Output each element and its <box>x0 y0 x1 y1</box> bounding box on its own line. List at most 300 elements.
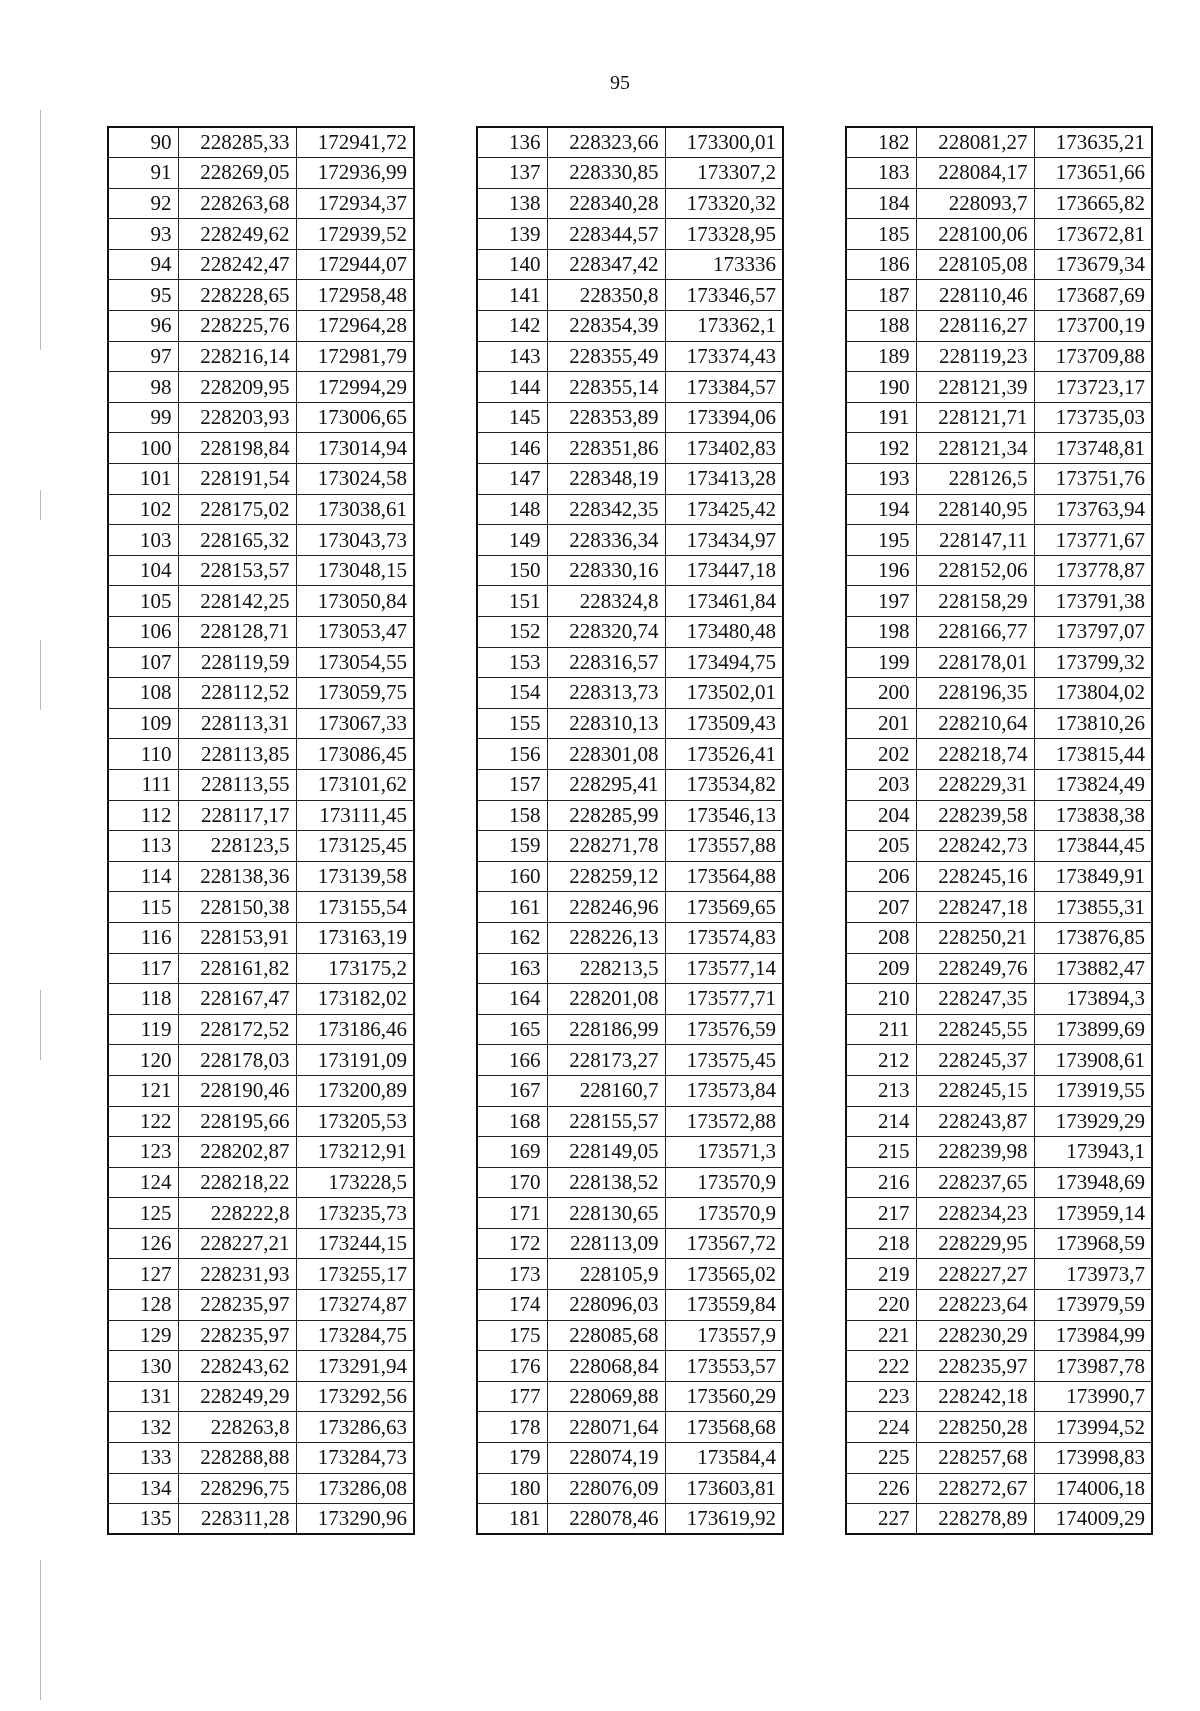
x-coordinate-cell: 228355,14 <box>547 372 665 403</box>
table-row <box>108 861 414 892</box>
point-number-cell: 102 <box>108 494 178 525</box>
y-coordinate-cell: 173778,87 <box>1034 555 1152 586</box>
x-coordinate-cell: 228311,28 <box>178 1504 296 1535</box>
x-coordinate-cell: 228231,93 <box>178 1259 296 1290</box>
y-coordinate-cell: 173053,47 <box>296 617 414 648</box>
x-coordinate-cell: 228191,54 <box>178 464 296 495</box>
y-coordinate-cell: 173603,81 <box>665 1473 783 1504</box>
y-coordinate-cell: 173849,91 <box>1034 861 1152 892</box>
x-coordinate-cell: 228074,19 <box>547 1443 665 1474</box>
x-coordinate-cell: 228175,02 <box>178 494 296 525</box>
table-row <box>846 1412 1152 1443</box>
point-number-cell: 153 <box>477 647 547 678</box>
y-coordinate-cell: 173502,01 <box>665 678 783 709</box>
x-coordinate-cell: 228263,8 <box>178 1412 296 1443</box>
table-row <box>108 525 414 556</box>
y-coordinate-cell: 173307,2 <box>665 158 783 189</box>
point-number-cell: 167 <box>477 1075 547 1106</box>
y-coordinate-cell: 173043,73 <box>296 525 414 556</box>
scan-margin-line <box>40 110 41 350</box>
x-coordinate-cell: 228096,03 <box>547 1290 665 1321</box>
table-row <box>108 831 414 862</box>
y-coordinate-cell: 173994,52 <box>1034 1412 1152 1443</box>
y-coordinate-cell: 173810,26 <box>1034 708 1152 739</box>
point-number-cell: 188 <box>846 311 916 342</box>
table-row <box>846 1045 1152 1076</box>
y-coordinate-cell: 173748,81 <box>1034 433 1152 464</box>
x-coordinate-cell: 228350,8 <box>547 280 665 311</box>
table-row <box>477 1014 783 1045</box>
y-coordinate-cell: 173959,14 <box>1034 1198 1152 1229</box>
table-row <box>477 647 783 678</box>
coordinates-table-1 <box>107 126 415 1535</box>
y-coordinate-cell: 173651,66 <box>1034 158 1152 189</box>
y-coordinate-cell: 173284,75 <box>296 1320 414 1351</box>
table-row <box>108 1320 414 1351</box>
y-coordinate-cell: 173274,87 <box>296 1290 414 1321</box>
table-row <box>108 1137 414 1168</box>
table-row <box>846 402 1152 433</box>
point-number-cell: 174 <box>477 1290 547 1321</box>
point-number-cell: 213 <box>846 1075 916 1106</box>
point-number-cell: 176 <box>477 1351 547 1382</box>
x-coordinate-cell: 228121,39 <box>916 372 1034 403</box>
y-coordinate-cell: 173494,75 <box>665 647 783 678</box>
y-coordinate-cell: 173576,59 <box>665 1014 783 1045</box>
x-coordinate-cell: 228113,09 <box>547 1228 665 1259</box>
y-coordinate-cell: 173191,09 <box>296 1045 414 1076</box>
table-row <box>846 1351 1152 1382</box>
y-coordinate-cell: 173751,76 <box>1034 464 1152 495</box>
point-number-cell: 139 <box>477 219 547 250</box>
x-coordinate-cell: 228234,23 <box>916 1198 1034 1229</box>
point-number-cell: 135 <box>108 1504 178 1535</box>
y-coordinate-cell: 173480,48 <box>665 617 783 648</box>
x-coordinate-cell: 228354,39 <box>547 311 665 342</box>
y-coordinate-cell: 173564,88 <box>665 861 783 892</box>
table-row <box>477 341 783 372</box>
table-row <box>477 464 783 495</box>
y-coordinate-cell: 173024,58 <box>296 464 414 495</box>
table-row <box>477 586 783 617</box>
x-coordinate-cell: 228285,99 <box>547 800 665 831</box>
point-number-cell: 92 <box>108 188 178 219</box>
point-number-cell: 115 <box>108 892 178 923</box>
x-coordinate-cell: 228203,93 <box>178 402 296 433</box>
table-row <box>846 1198 1152 1229</box>
point-number-cell: 197 <box>846 586 916 617</box>
y-coordinate-cell: 173014,94 <box>296 433 414 464</box>
table-row <box>108 464 414 495</box>
point-number-cell: 207 <box>846 892 916 923</box>
x-coordinate-cell: 228295,41 <box>547 769 665 800</box>
table-row <box>108 1473 414 1504</box>
x-coordinate-cell: 228202,87 <box>178 1137 296 1168</box>
table-row <box>846 1381 1152 1412</box>
point-number-cell: 163 <box>477 953 547 984</box>
x-coordinate-cell: 228243,87 <box>916 1106 1034 1137</box>
y-coordinate-cell: 173292,56 <box>296 1381 414 1412</box>
y-coordinate-cell: 172936,99 <box>296 158 414 189</box>
x-coordinate-cell: 228239,98 <box>916 1137 1034 1168</box>
y-coordinate-cell: 173155,54 <box>296 892 414 923</box>
point-number-cell: 195 <box>846 525 916 556</box>
table-row <box>846 922 1152 953</box>
y-coordinate-cell: 173687,69 <box>1034 280 1152 311</box>
point-number-cell: 202 <box>846 739 916 770</box>
y-coordinate-cell: 173284,73 <box>296 1443 414 1474</box>
point-number-cell: 177 <box>477 1381 547 1412</box>
table-row <box>108 1412 414 1443</box>
point-number-cell: 179 <box>477 1443 547 1474</box>
x-coordinate-cell: 228172,52 <box>178 1014 296 1045</box>
x-coordinate-cell: 228245,37 <box>916 1045 1034 1076</box>
x-coordinate-cell: 228150,38 <box>178 892 296 923</box>
y-coordinate-cell: 174006,18 <box>1034 1473 1152 1504</box>
point-number-cell: 192 <box>846 433 916 464</box>
x-coordinate-cell: 228310,13 <box>547 708 665 739</box>
y-coordinate-cell: 173929,29 <box>1034 1106 1152 1137</box>
point-number-cell: 91 <box>108 158 178 189</box>
point-number-cell: 219 <box>846 1259 916 1290</box>
table-row <box>846 433 1152 464</box>
x-coordinate-cell: 228152,06 <box>916 555 1034 586</box>
x-coordinate-cell: 228138,52 <box>547 1167 665 1198</box>
y-coordinate-cell: 173101,62 <box>296 769 414 800</box>
y-coordinate-cell: 173384,57 <box>665 372 783 403</box>
y-coordinate-cell: 173125,45 <box>296 831 414 862</box>
point-number-cell: 133 <box>108 1443 178 1474</box>
y-coordinate-cell: 173067,33 <box>296 708 414 739</box>
x-coordinate-cell: 228149,05 <box>547 1137 665 1168</box>
y-coordinate-cell: 173434,97 <box>665 525 783 556</box>
table-row <box>846 127 1152 158</box>
x-coordinate-cell: 228216,14 <box>178 341 296 372</box>
y-coordinate-cell: 173908,61 <box>1034 1045 1152 1076</box>
y-coordinate-cell: 173899,69 <box>1034 1014 1152 1045</box>
y-coordinate-cell: 173182,02 <box>296 984 414 1015</box>
x-coordinate-cell: 228112,52 <box>178 678 296 709</box>
table-row <box>846 586 1152 617</box>
x-coordinate-cell: 228113,85 <box>178 739 296 770</box>
x-coordinate-cell: 228126,5 <box>916 464 1034 495</box>
y-coordinate-cell: 172964,28 <box>296 311 414 342</box>
x-coordinate-cell: 228250,28 <box>916 1412 1034 1443</box>
point-number-cell: 90 <box>108 127 178 158</box>
point-number-cell: 104 <box>108 555 178 586</box>
point-number-cell: 120 <box>108 1045 178 1076</box>
point-number-cell: 108 <box>108 678 178 709</box>
x-coordinate-cell: 228142,25 <box>178 586 296 617</box>
x-coordinate-cell: 228068,84 <box>547 1351 665 1382</box>
point-number-cell: 110 <box>108 739 178 770</box>
y-coordinate-cell: 172958,48 <box>296 280 414 311</box>
y-coordinate-cell: 173212,91 <box>296 1137 414 1168</box>
table-row <box>846 188 1152 219</box>
x-coordinate-cell: 228235,97 <box>178 1320 296 1351</box>
point-number-cell: 185 <box>846 219 916 250</box>
scan-margin-line <box>40 1560 41 1700</box>
point-number-cell: 117 <box>108 953 178 984</box>
point-number-cell: 206 <box>846 861 916 892</box>
y-coordinate-cell: 173425,42 <box>665 494 783 525</box>
table-row <box>477 188 783 219</box>
point-number-cell: 141 <box>477 280 547 311</box>
x-coordinate-cell: 228250,21 <box>916 922 1034 953</box>
point-number-cell: 158 <box>477 800 547 831</box>
table-row <box>477 249 783 280</box>
point-number-cell: 173 <box>477 1259 547 1290</box>
point-number-cell: 121 <box>108 1075 178 1106</box>
y-coordinate-cell: 173038,61 <box>296 494 414 525</box>
x-coordinate-cell: 228069,88 <box>547 1381 665 1412</box>
table-row <box>108 158 414 189</box>
point-number-cell: 225 <box>846 1443 916 1474</box>
point-number-cell: 151 <box>477 586 547 617</box>
point-number-cell: 144 <box>477 372 547 403</box>
x-coordinate-cell: 228209,95 <box>178 372 296 403</box>
point-number-cell: 172 <box>477 1228 547 1259</box>
point-number-cell: 116 <box>108 922 178 953</box>
table-row <box>477 953 783 984</box>
point-number-cell: 111 <box>108 769 178 800</box>
table-row <box>846 464 1152 495</box>
y-coordinate-cell: 173186,46 <box>296 1014 414 1045</box>
table-row <box>846 1075 1152 1106</box>
point-number-cell: 156 <box>477 739 547 770</box>
x-coordinate-cell: 228301,08 <box>547 739 665 770</box>
y-coordinate-cell: 173771,67 <box>1034 525 1152 556</box>
point-number-cell: 105 <box>108 586 178 617</box>
table-row <box>846 372 1152 403</box>
x-coordinate-cell: 228259,12 <box>547 861 665 892</box>
table-row <box>108 555 414 586</box>
x-coordinate-cell: 228071,64 <box>547 1412 665 1443</box>
point-number-cell: 222 <box>846 1351 916 1382</box>
point-number-cell: 159 <box>477 831 547 862</box>
point-number-cell: 180 <box>477 1473 547 1504</box>
y-coordinate-cell: 173509,43 <box>665 708 783 739</box>
x-coordinate-cell: 228245,55 <box>916 1014 1034 1045</box>
point-number-cell: 204 <box>846 800 916 831</box>
y-coordinate-cell: 173979,59 <box>1034 1290 1152 1321</box>
x-coordinate-cell: 228178,03 <box>178 1045 296 1076</box>
x-coordinate-cell: 228165,32 <box>178 525 296 556</box>
table-row <box>108 188 414 219</box>
x-coordinate-cell: 228130,65 <box>547 1198 665 1229</box>
table-row <box>108 1014 414 1045</box>
table-row <box>108 678 414 709</box>
point-number-cell: 190 <box>846 372 916 403</box>
table-row <box>477 1259 783 1290</box>
table-row <box>477 372 783 403</box>
x-coordinate-cell: 228247,35 <box>916 984 1034 1015</box>
table-row <box>108 739 414 770</box>
x-coordinate-cell: 228078,46 <box>547 1504 665 1535</box>
point-number-cell: 161 <box>477 892 547 923</box>
point-number-cell: 112 <box>108 800 178 831</box>
x-coordinate-cell: 228105,9 <box>547 1259 665 1290</box>
y-coordinate-cell: 173050,84 <box>296 586 414 617</box>
point-number-cell: 114 <box>108 861 178 892</box>
x-coordinate-cell: 228218,22 <box>178 1167 296 1198</box>
x-coordinate-cell: 228158,29 <box>916 586 1034 617</box>
table-row <box>477 1381 783 1412</box>
point-number-cell: 128 <box>108 1290 178 1321</box>
x-coordinate-cell: 228153,91 <box>178 922 296 953</box>
point-number-cell: 99 <box>108 402 178 433</box>
point-number-cell: 94 <box>108 249 178 280</box>
y-coordinate-cell: 172939,52 <box>296 219 414 250</box>
point-number-cell: 138 <box>477 188 547 219</box>
y-coordinate-cell: 173876,85 <box>1034 922 1152 953</box>
x-coordinate-cell: 228081,27 <box>916 127 1034 158</box>
y-coordinate-cell: 173998,83 <box>1034 1443 1152 1474</box>
x-coordinate-cell: 228344,57 <box>547 219 665 250</box>
y-coordinate-cell: 173228,5 <box>296 1167 414 1198</box>
table-row <box>477 311 783 342</box>
y-coordinate-cell: 173577,71 <box>665 984 783 1015</box>
scan-margin-line <box>40 640 41 710</box>
y-coordinate-cell: 173973,7 <box>1034 1259 1152 1290</box>
x-coordinate-cell: 228316,57 <box>547 647 665 678</box>
point-number-cell: 210 <box>846 984 916 1015</box>
table-row <box>477 1106 783 1137</box>
y-coordinate-cell: 173569,65 <box>665 892 783 923</box>
y-coordinate-cell: 173723,17 <box>1034 372 1152 403</box>
y-coordinate-cell: 173763,94 <box>1034 494 1152 525</box>
table-row <box>477 1045 783 1076</box>
point-number-cell: 127 <box>108 1259 178 1290</box>
y-coordinate-cell: 173894,3 <box>1034 984 1152 1015</box>
table-row <box>108 494 414 525</box>
point-number-cell: 191 <box>846 402 916 433</box>
y-coordinate-cell: 173346,57 <box>665 280 783 311</box>
x-coordinate-cell: 228269,05 <box>178 158 296 189</box>
table-row <box>846 280 1152 311</box>
x-coordinate-cell: 228229,95 <box>916 1228 1034 1259</box>
x-coordinate-cell: 228155,57 <box>547 1106 665 1137</box>
point-number-cell: 145 <box>477 402 547 433</box>
y-coordinate-cell: 173619,92 <box>665 1504 783 1535</box>
table-row <box>108 1443 414 1474</box>
y-coordinate-cell: 173844,45 <box>1034 831 1152 862</box>
coordinates-table-2 <box>476 126 784 1535</box>
point-number-cell: 183 <box>846 158 916 189</box>
y-coordinate-cell: 173568,68 <box>665 1412 783 1443</box>
x-coordinate-cell: 228324,8 <box>547 586 665 617</box>
table-row <box>846 1259 1152 1290</box>
point-number-cell: 218 <box>846 1228 916 1259</box>
table-row <box>477 1320 783 1351</box>
x-coordinate-cell: 228093,7 <box>916 188 1034 219</box>
x-coordinate-cell: 228288,88 <box>178 1443 296 1474</box>
y-coordinate-cell: 174009,29 <box>1034 1504 1152 1535</box>
point-number-cell: 205 <box>846 831 916 862</box>
table-row <box>846 1290 1152 1321</box>
y-coordinate-cell: 173574,83 <box>665 922 783 953</box>
x-coordinate-cell: 228113,31 <box>178 708 296 739</box>
y-coordinate-cell: 173987,78 <box>1034 1351 1152 1382</box>
x-coordinate-cell: 228355,49 <box>547 341 665 372</box>
table-row <box>108 372 414 403</box>
table-row <box>846 708 1152 739</box>
table-row <box>477 219 783 250</box>
point-number-cell: 196 <box>846 555 916 586</box>
table-row <box>846 158 1152 189</box>
y-coordinate-cell: 173709,88 <box>1034 341 1152 372</box>
x-coordinate-cell: 228100,06 <box>916 219 1034 250</box>
x-coordinate-cell: 228173,27 <box>547 1045 665 1076</box>
point-number-cell: 122 <box>108 1106 178 1137</box>
table-row <box>477 494 783 525</box>
x-coordinate-cell: 228147,11 <box>916 525 1034 556</box>
point-number-cell: 103 <box>108 525 178 556</box>
point-number-cell: 209 <box>846 953 916 984</box>
x-coordinate-cell: 228342,35 <box>547 494 665 525</box>
y-coordinate-cell: 172944,07 <box>296 249 414 280</box>
point-number-cell: 181 <box>477 1504 547 1535</box>
x-coordinate-cell: 228128,71 <box>178 617 296 648</box>
point-number-cell: 164 <box>477 984 547 1015</box>
y-coordinate-cell: 173362,1 <box>665 311 783 342</box>
point-number-cell: 224 <box>846 1412 916 1443</box>
y-coordinate-cell: 173163,19 <box>296 922 414 953</box>
point-number-cell: 200 <box>846 678 916 709</box>
x-coordinate-cell: 228245,15 <box>916 1075 1034 1106</box>
point-number-cell: 109 <box>108 708 178 739</box>
point-number-cell: 201 <box>846 708 916 739</box>
point-number-cell: 157 <box>477 769 547 800</box>
point-number-cell: 98 <box>108 372 178 403</box>
y-coordinate-cell: 173882,47 <box>1034 953 1152 984</box>
point-number-cell: 130 <box>108 1351 178 1382</box>
y-coordinate-cell: 173336 <box>665 249 783 280</box>
x-coordinate-cell: 228113,55 <box>178 769 296 800</box>
y-coordinate-cell: 173244,15 <box>296 1228 414 1259</box>
table-row <box>477 1167 783 1198</box>
y-coordinate-cell: 173573,84 <box>665 1075 783 1106</box>
x-coordinate-cell: 228257,68 <box>916 1443 1034 1474</box>
table-row <box>846 800 1152 831</box>
table-row <box>477 1443 783 1474</box>
x-coordinate-cell: 228196,35 <box>916 678 1034 709</box>
x-coordinate-cell: 228285,33 <box>178 127 296 158</box>
point-number-cell: 214 <box>846 1106 916 1137</box>
point-number-cell: 147 <box>477 464 547 495</box>
table-row <box>477 678 783 709</box>
table-row <box>108 249 414 280</box>
x-coordinate-cell: 228271,78 <box>547 831 665 862</box>
y-coordinate-cell: 173855,31 <box>1034 892 1152 923</box>
x-coordinate-cell: 228242,18 <box>916 1381 1034 1412</box>
x-coordinate-cell: 228222,8 <box>178 1198 296 1229</box>
point-number-cell: 221 <box>846 1320 916 1351</box>
scan-margin-line <box>40 490 41 520</box>
table-row <box>108 922 414 953</box>
table-row <box>846 555 1152 586</box>
x-coordinate-cell: 228167,47 <box>178 984 296 1015</box>
table-row <box>477 1075 783 1106</box>
y-coordinate-cell: 173235,73 <box>296 1198 414 1229</box>
x-coordinate-cell: 228237,65 <box>916 1167 1034 1198</box>
table-row <box>108 1198 414 1229</box>
x-coordinate-cell: 228153,57 <box>178 555 296 586</box>
y-coordinate-cell: 173700,19 <box>1034 311 1152 342</box>
y-coordinate-cell: 173054,55 <box>296 647 414 678</box>
y-coordinate-cell: 173735,03 <box>1034 402 1152 433</box>
x-coordinate-cell: 228353,89 <box>547 402 665 433</box>
